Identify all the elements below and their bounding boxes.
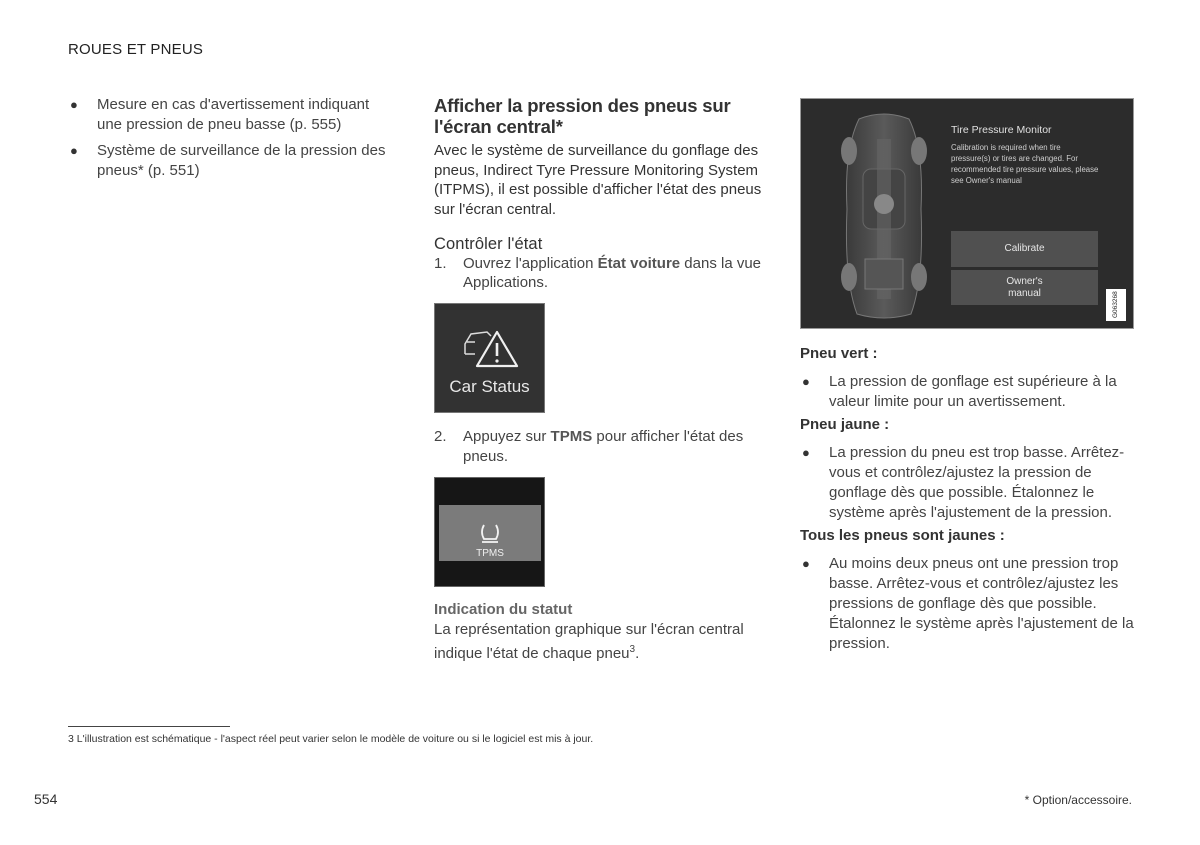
car-status-app-tile[interactable] (434, 303, 545, 413)
footnote-ref[interactable]: 3 (629, 643, 636, 655)
running-header: ROUES ET PNEUS (68, 41, 204, 58)
yellow-tire-text: La pression du pneu est trop basse. Arrêtez-vous et contrôlez/ajustez la pression de gonflage dès que possible. Étalonnez le système après l'ajustement de la pression. (829, 444, 1125, 521)
screen-message: Calibration is required when tire pressure(s) or tires are changed. For recommended tire pressure values, please see Owner's manual (951, 143, 1099, 185)
bullet-dot-icon: ● (802, 445, 810, 460)
main-column (434, 95, 774, 293)
screen-title: Tire Pressure Monitor (951, 124, 1052, 136)
list-item (800, 443, 1134, 523)
footnote-text: L'illustration est schématique - l'aspect réel peut varier selon le modèle de voiture ou si le logiciel est mis à jour. (76, 733, 594, 745)
section-heading: Afficher la pression des pneus sur l'écran central* (434, 95, 731, 137)
intro-paragraph: Avec le système de surveillance du gonflage des pneus, Indirect Tyre Pressure Monitoring System (ITPMS), il est possible d'afficher l'état des pneus sur l'écran central. (434, 142, 762, 219)
all-yellow-text: Au moins deux pneus ont une pression trop basse. Arrêtez-vous et contrôlez/ajustez les pressions de gonflage dès que possible. Étalonnez le système après l'ajustement de la pression. (829, 555, 1134, 652)
tire-pressure-monitor-screen (800, 98, 1134, 329)
step-number: 1. (434, 254, 447, 272)
subheading-check-status: Contrôler l'état (434, 234, 543, 253)
step-2-wrap (434, 427, 774, 466)
step-1 (434, 254, 774, 293)
step-text-pre: Ouvrez l'application (463, 254, 598, 272)
step-text-post: dans la vue Applications. (463, 254, 762, 292)
option-accessory-note: * Option/accessoire. (1024, 793, 1132, 807)
status-legend-column (800, 342, 1134, 657)
link-low-pressure-warning[interactable]: Mesure en cas d'avertissement indiquant une pression de pneu basse (p. 555) (97, 96, 370, 133)
owners-manual-button[interactable] (951, 270, 1098, 305)
list-item[interactable] (68, 95, 388, 135)
bullet-dot-icon: ● (70, 143, 78, 158)
footnote (68, 733, 593, 745)
app-name-car-status: État voiture (597, 254, 681, 272)
green-tire-heading: Pneu vert : (800, 345, 878, 362)
page-number: 554 (34, 791, 58, 807)
car-status-label: Car Status (449, 377, 530, 396)
bullet-dot-icon: ● (70, 97, 78, 112)
tpms-screen-tile (434, 477, 545, 587)
list-item[interactable] (68, 141, 388, 181)
owners-manual-label: Owner's manual (1006, 275, 1043, 299)
status-text: La représentation graphique sur l'écran central indique l'état de chaque pneu (434, 621, 744, 662)
image-code: G063268 (1106, 289, 1126, 321)
status-indication-block (434, 601, 774, 663)
related-links-list (68, 95, 388, 187)
car-warning-icon (461, 326, 519, 368)
status-paragraph (434, 620, 774, 663)
calibrate-button[interactable]: Calibrate (951, 231, 1098, 267)
bullet-dot-icon: ● (802, 556, 810, 571)
yellow-tire-heading: Pneu jaune : (800, 416, 890, 433)
step-2 (434, 427, 774, 466)
tpms-button[interactable] (439, 505, 541, 561)
tire-pressure-icon (478, 522, 502, 544)
bullet-dot-icon: ● (802, 374, 810, 389)
tpms-label: TPMS (476, 548, 504, 559)
tpms-keyword: TPMS (550, 428, 593, 445)
status-end: . (635, 644, 640, 662)
footnote-number: 3 (68, 733, 74, 745)
car-topview-icon (829, 109, 939, 324)
all-yellow-heading: Tous les pneus sont jaunes : (800, 527, 1005, 544)
step-number: 2. (434, 428, 447, 445)
list-item (800, 372, 1134, 412)
step-text-post: pour afficher l'état des pneus. (463, 428, 744, 465)
status-heading: Indication du statut (434, 601, 573, 618)
green-tire-text: La pression de gonflage est supérieure à la valeur limite pour un avertissement. (829, 373, 1117, 410)
footnote-divider (68, 726, 230, 727)
step-text-pre: Appuyez sur (463, 428, 551, 445)
link-tpms-system[interactable]: Système de surveillance de la pression des pneus* (p. 551) (97, 142, 386, 179)
list-item (800, 554, 1134, 654)
